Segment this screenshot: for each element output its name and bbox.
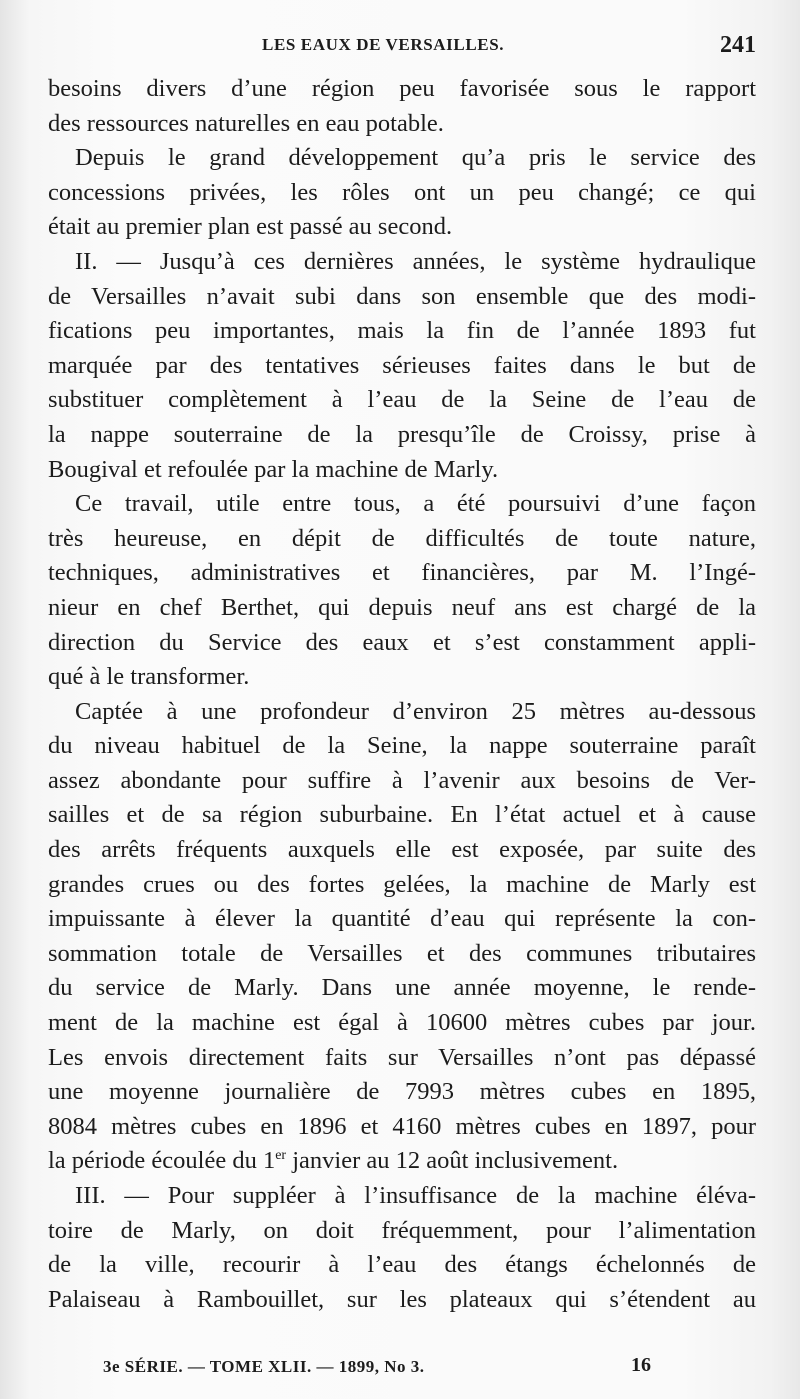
text-line: direction du Service des eaux et s’est constamment appli- [48, 628, 756, 656]
text-line [48, 1144, 756, 1179]
signature-number: 16 [631, 1354, 651, 1376]
running-head [48, 32, 758, 62]
text-line: de Versailles n’avait subi dans son ensemble que des modi- [48, 282, 756, 310]
text-line: du niveau habituel de la Seine, la nappe souterraine paraît [48, 732, 756, 760]
text-line: ment de la machine est égal à 10600 mètres cubes par jour. [48, 1009, 756, 1037]
text-line: concessions privées, les rôles ont un peu changé; ce qui [48, 178, 756, 206]
page-footer [103, 1354, 663, 1387]
running-title: LES EAUX DE VERSAILLES. [262, 35, 505, 54]
section-heading-line: II. — Jusqu’à ces dernières années, le système hydraulique [75, 247, 756, 275]
text-line: impuissante à élever la quantité d’eau qui représente la con- [48, 905, 756, 933]
text-line: très heureuse, en dépit de difficultés de toute nature, [48, 524, 756, 552]
text-line: Les envois directement faits sur Versailles n’ont pas dépassé [48, 1043, 756, 1071]
text-line: assez abondante pour suffire à l’avenir aux besoins de Ver- [48, 766, 756, 794]
text-line: Palaiseau à Rambouillet, sur les plateaux qui s’étendent au [48, 1285, 756, 1313]
text-line: 8084 mètres cubes en 1896 et 4160 mètres cubes en 1897, pour [48, 1112, 756, 1140]
body-text [48, 72, 756, 1317]
text-line: une moyenne journalière de 7993 mètres cubes en 1895, [48, 1078, 756, 1106]
text-line: des ressources naturelles en eau potable. [48, 109, 444, 137]
paragraph-first-line: Captée à une profondeur d’environ 25 mètres au-dessous [75, 697, 756, 725]
text-line: marquée par des tentatives sérieuses faites dans le but de [48, 351, 756, 379]
text-line: techniques, administratives et financières, par M. l’Ingé- [48, 559, 756, 587]
ordinal-superscript: er [275, 1148, 287, 1164]
line-text-after: janvier au 12 août inclusivement. [286, 1147, 619, 1175]
text-line: nieur en chef Berthet, qui depuis neuf ans est chargé de la [48, 593, 756, 621]
paragraph-first-line: Ce travail, utile entre tous, a été poursuivi d’une façon [75, 490, 756, 518]
text-line: sailles et de sa région suburbaine. En l’état actuel et à cause [48, 801, 756, 829]
text-line: fications peu importantes, mais la fin de l’année 1893 fut [48, 317, 756, 345]
text-line: des arrêts fréquents auxquels elle est exposée, par suite des [48, 836, 756, 864]
section-heading-line: III. — Pour suppléer à l’insuffisance de la machine éléva- [75, 1182, 756, 1209]
text-line: sommation totale de Versailles et des communes tributaires [48, 939, 756, 967]
text-line: Bougival et refoulée par la machine de Marly. [48, 455, 499, 483]
text-line: toire de Marly, on doit fréquemment, pour l’alimentation [48, 1216, 756, 1244]
page-number: 241 [720, 32, 756, 58]
series-info: 3e SÉRIE. — TOME XLII. — 1899, No 3. [103, 1357, 425, 1376]
text-line: substituer complètement à l’eau de la Seine de l’eau de [48, 386, 756, 414]
text-line: qué à le transformer. [48, 663, 250, 691]
text-line: du service de Marly. Dans une année moyenne, le rende- [48, 974, 756, 1002]
line-text-before: la période écoulée du 1 [48, 1147, 276, 1175]
text-line: besoins divers d’une région peu favorisée sous le rapport [48, 75, 756, 102]
text-line: était au premier plan est passé au second. [48, 213, 453, 241]
text-line: grandes crues ou des fortes gelées, la machine de Marly est [48, 870, 756, 898]
text-line: de la ville, recourir à l’eau des étangs échelonnés de [48, 1251, 756, 1279]
paragraph-first-line: Depuis le grand développement qu’a pris le service des [75, 144, 756, 172]
text-line: la nappe souterraine de la presqu’île de Croissy, prise à [48, 420, 756, 448]
